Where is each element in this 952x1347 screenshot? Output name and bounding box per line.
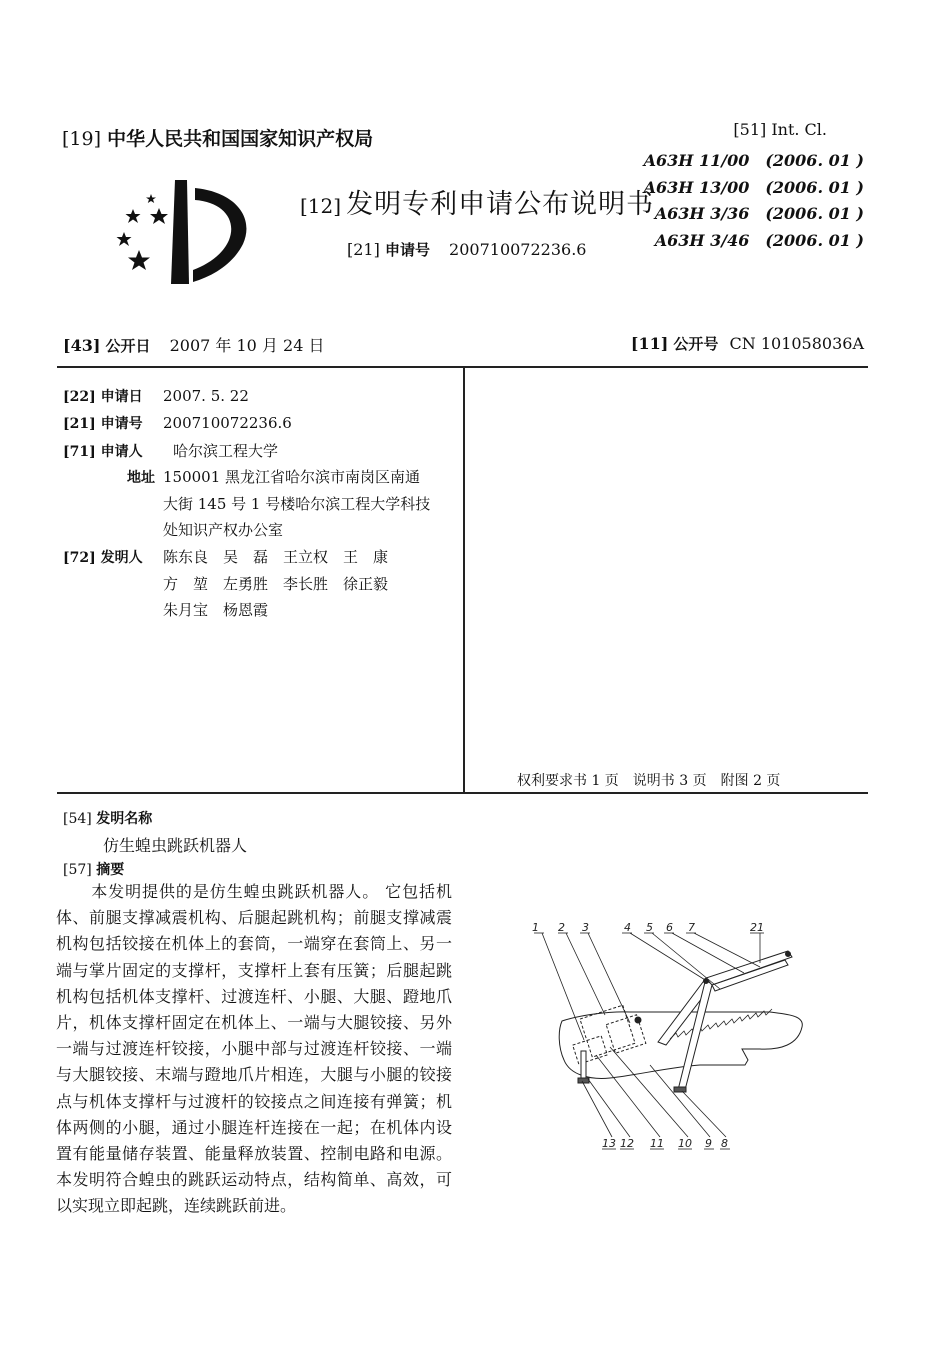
address-line: 处知识产权办公室 — [163, 521, 284, 539]
front-foot — [578, 1078, 589, 1083]
abstract-label: 摘要 — [96, 862, 125, 878]
filing-code: [22] — [63, 389, 96, 405]
kick-claw — [674, 1087, 686, 1092]
publication-number-code: [11] — [630, 334, 669, 353]
column-divider — [463, 368, 465, 793]
figure-label: 4 — [624, 921, 631, 934]
applicant-code: [71] — [63, 444, 96, 460]
ipc-item: A63H 13/00 (2006. 01 ) — [643, 178, 864, 197]
office-name: 中华人民共和国国家知识产权局 — [107, 128, 374, 150]
applicant-row — [63, 440, 278, 461]
publication-number-label: 公开号 — [673, 335, 719, 353]
appno: 200710072236.6 — [163, 414, 292, 432]
ipc-item: A63H 3/36 (2006. 01 ) — [654, 204, 864, 223]
publication-date-code: [43] — [63, 336, 101, 355]
applicant-label: 申请人 — [100, 444, 143, 460]
abstract-text: 本发明提供的是仿生蝗虫跳跃机器人。 它包括机体、前腿支撑减震机构、后腿起跳机构；前腿支撑减震机构包括铰接在机体上的套筒，一端穿在套筒上、另一端与掌片固定的支撑杆，支撑杆上套有压簧；后腿起跳机构包括机体支撑杆、过渡连杆、小腿、大腿、蹬地爪片，机体支撑杆固定在机体上、一端与大腿铰接、另外一端与过渡连杆铰接，小腿中部与过渡连杆铰接、一端与大腿铰接、末端与蹬地爪片相连，大腿与小腿的铰接点与机体支撑杆与过渡杆的铰接点之间连接有弹簧；机体两侧的小腿，通过小腿连杆连接在一起；在机体内设置有能量储存装置、能量释放装置、控制电路和电源。本发明符合蝗虫的跳跃运动特点，结构简单、高效，可以实现立即起跳，连续跳跃前进。 — [56, 882, 452, 1216]
ipc-code: [51] Int. Cl. — [733, 120, 827, 139]
publication-number-line — [631, 333, 864, 354]
hinge — [786, 952, 791, 957]
figure-label: 7 — [688, 921, 695, 934]
inventor-line: 朱月宝 杨恩霞 — [163, 601, 269, 619]
header-appno-line — [347, 239, 586, 260]
applicant: 哈尔滨工程大学 — [173, 442, 279, 460]
office-line — [62, 124, 373, 151]
filing-label: 申请日 — [100, 389, 143, 405]
publication-date-label: 公开日 — [105, 337, 151, 355]
address-line: 150001 黑龙江省哈尔滨市南岗区南通 — [163, 468, 421, 486]
publication-date-line — [63, 333, 324, 356]
doc-type-line — [300, 182, 654, 221]
office-code: [19] — [62, 128, 102, 150]
title-code: [54] — [63, 811, 92, 827]
sipo-emblem-icon — [105, 172, 265, 292]
address-label: 地址 — [127, 470, 155, 486]
figure-label: 9 — [705, 1137, 712, 1150]
doc-type-code: [12] — [300, 194, 342, 218]
abstract-code: [57] — [63, 862, 92, 878]
ipc-item: A63H 11/00 (2006. 01 ) — [643, 151, 864, 170]
address-line: 大街 145 号 1 号楼哈尔滨工程大学科技 — [163, 495, 431, 513]
inventor-line: 方 堃 左勇胜 李长胜 徐正毅 — [163, 575, 389, 593]
doc-type-title: 发明专利申请公布说明书 — [346, 189, 655, 220]
bottom-rule — [57, 792, 868, 794]
page-count: 权利要求书 1 页 说明书 3 页 附图 2 页 — [517, 773, 781, 789]
header-appno-value: 200710072236.6 — [449, 240, 587, 259]
filing-date-row — [63, 386, 249, 406]
hinge — [635, 1017, 641, 1023]
inventor-line: 陈东良 吴 磊 王立权 王 康 — [163, 548, 389, 566]
publication-number: CN 101058036A — [729, 334, 864, 353]
appno-code: [21] — [63, 416, 96, 432]
figure-label: 21 — [750, 921, 764, 934]
address-row — [63, 466, 420, 487]
figure-label: 8 — [721, 1137, 728, 1150]
title-heading — [63, 808, 152, 828]
front-leg — [581, 1051, 586, 1079]
figure-label: 10 — [678, 1137, 692, 1150]
figure-label: 12 — [620, 1137, 634, 1150]
header-appno-label: 申请号 — [384, 241, 430, 259]
appno-row — [63, 413, 292, 433]
figure-label: 6 — [666, 921, 673, 934]
title-label: 发明名称 — [96, 811, 153, 827]
robot-figure — [520, 915, 820, 1155]
inventor-row — [63, 546, 388, 567]
figure-label: 5 — [646, 921, 653, 934]
invention-title: 仿生蝗虫跳跃机器人 — [103, 836, 248, 855]
abstract-heading — [63, 859, 124, 879]
figure-label: 3 — [582, 921, 589, 934]
figure-label: 11 — [650, 1137, 664, 1150]
inventor-code: [72] — [63, 550, 96, 566]
inventor-label: 发明人 — [100, 550, 143, 566]
figure-label: 2 — [558, 921, 565, 934]
figure-label: 13 — [602, 1137, 616, 1150]
ipc-item: A63H 3/46 (2006. 01 ) — [654, 231, 864, 250]
header-appno-code: [21] — [347, 240, 380, 259]
publication-date: 2007 年 10 月 24 日 — [169, 336, 325, 355]
appno-label: 申请号 — [100, 416, 143, 432]
filing-date: 2007. 5. 22 — [163, 387, 249, 405]
figure-label: 1 — [532, 921, 539, 934]
